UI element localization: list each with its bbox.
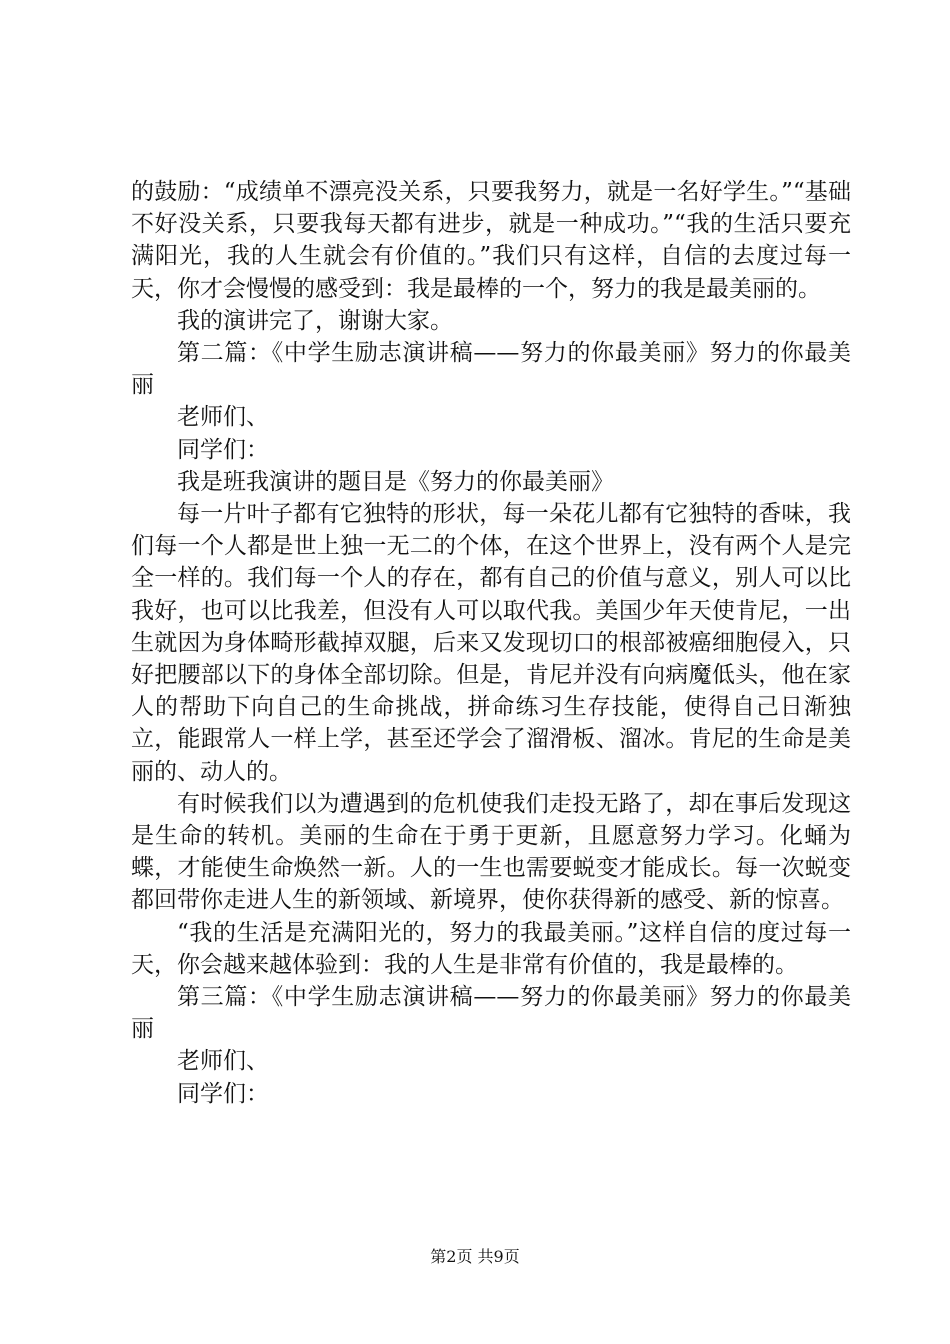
paragraph-body: 有时候我们以为遭遇到的危机使我们走投无路了，却在事后发现这是生命的转机。美丽的生命在于勇于更新，且愿意努力学习。化蛹为蝶，才能使生命焕然一新。人的一生也需要蜕变才能成长。每一次蜕变都回带你走进人生的新领域、新境界，使你获得新的感受、新的惊喜。: [131, 790, 851, 914]
paragraph-body: 每一片叶子都有它独特的形状，每一朵花儿都有它独特的香味，我们每一个人都是世上独一无二的个体，在这个世界上，没有两个人是完全一样的。我们每一个人的存在，都有自己的价值与意义，别人可以比我好，也可以比我差，但没有人可以取代我。美国少年天使肯尼，一出生就因为身体畸形截掉双腿，后来又发现切口的根部被癌细胞侵入，只好把腰部以下的身体全部切除。但是，肯尼并没有向病魔低头，他在家人的帮助下向自己的生命挑战，拼命练习生存技能，使得自己日渐独立，能跟常人一样上学，甚至还学会了溜滑板、溜冰。肯尼的生命是美丽的、动人的。: [131, 501, 851, 785]
salutation-students: 同学们：: [177, 436, 269, 463]
document-body: [131, 176, 851, 1110]
salutation-students: 同学们：: [177, 1080, 269, 1107]
salutation-teachers: 老师们、: [177, 1048, 269, 1075]
section-heading-3: 第三篇：《中学生励志演讲稿——努力的你最美丽》努力的你最美丽: [131, 984, 851, 1043]
paragraph-intro: 我是班我演讲的题目是《努力的你最美丽》: [177, 468, 614, 495]
page-footer: 第2页 共9页: [430, 1247, 520, 1266]
paragraph-continuation: 的鼓励：“成绩单不漂亮没关系，只要我努力，就是一名好学生。”“基础不好没关系，只要我每天都有进步，就是一种成功。”“我的生活只要充满阳光，我的人生就会有价值的。”我们只有这样，自信的去度过每一天，你才会慢慢的感受到：我是最棒的一个，努力的我是最美丽的。: [131, 179, 851, 302]
salutation-teachers: 老师们、: [177, 404, 269, 431]
paragraph-closing: 我的演讲完了，谢谢大家。: [177, 307, 453, 334]
paragraph-quote: “我的生活是充满阳光的，努力的我最美丽。”这样自信的度过每一天，你会越来越体验到：我的人生是非常有价值的，我是最棒的。: [131, 919, 851, 978]
section-heading-2: 第二篇：《中学生励志演讲稿——努力的你最美丽》努力的你最美丽: [131, 340, 851, 399]
